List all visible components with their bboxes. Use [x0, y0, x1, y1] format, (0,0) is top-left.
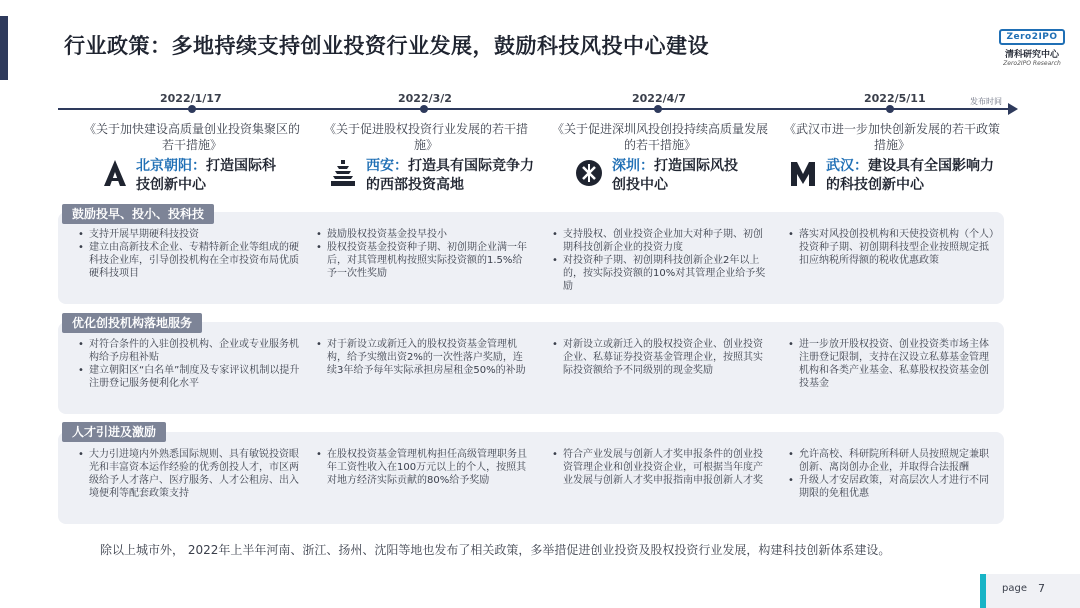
- page-badge: [980, 574, 1080, 608]
- page-title: 行业政策：多地持续支持创业投资行业发展，鼓励科技风投中心建设: [64, 34, 709, 58]
- policy-cell-3-3: [552, 448, 768, 487]
- list-item: • 建立朝阳区“白名单”制度及专家评议机制以提升注册登记服务便利化水平: [78, 364, 300, 390]
- policy-cell-1-3: [552, 228, 768, 293]
- timeline-dot-4: [886, 105, 894, 113]
- list-item: • 允许高校、科研院所科研人员按照规定兼职创新、离岗创办企业，并取得合法报酬: [788, 448, 998, 474]
- city-goal-2: 打造具有国际竞争力的西部投资高地: [366, 158, 534, 193]
- city-goal-3: 打造国际风投创投中心: [612, 158, 738, 193]
- list-item: • 对符合条件的入驻创投机构、企业或专业服务机构给予房租补贴: [78, 338, 300, 364]
- list-item: • 进一步放开股权投资、创业投资类市场主体注册登记限制，支持在汉设立私募基金管理机构和各类产业基金、私募股权投资基金创投基金: [788, 338, 998, 390]
- policy-cell-1-2: [316, 228, 530, 280]
- policy-cell-2-4: [788, 338, 998, 390]
- company-logo: [998, 24, 1066, 68]
- policy-name-1: 《关于加快建设高质量创业投资集聚区的若干措施》: [83, 122, 300, 152]
- list-item: • 支持股权、创业投资企业加大对种子期、初创期科技创新企业的投资力度: [552, 228, 768, 254]
- list-item: • 对投资种子期、初创期科技创新企业2年以上的，按实际投资额的10%对其管理企业给予奖励: [552, 254, 768, 293]
- page-label: page: [1002, 583, 1027, 594]
- city-name-3: 深圳：: [612, 158, 654, 174]
- wuhan-metro-icon: [788, 158, 818, 188]
- list-item: • 在股权投资基金管理机构担任高级管理职务且年工资性收入在100万元以上的个人，按照其对地方经济实际贡献的80%给予奖励: [316, 448, 530, 487]
- list-item: • 支持开展早期硬科技投资: [78, 228, 300, 241]
- list-item: • 落实对风投创投机构和天使投资机构（个人）投资种子期、初创期科技型企业按照规定抵扣应纳税所得额的税收优惠政策: [788, 228, 998, 267]
- city-headline-2: [366, 157, 541, 195]
- policy-cell-3-4: [788, 448, 998, 500]
- policy-cell-2-2: [316, 338, 530, 377]
- policy-cell-2-3: [552, 338, 768, 377]
- policy-cell-1-4: [788, 228, 998, 267]
- list-item: • 建立由高新技术企业、专精特新企业等组成的硬科技企业库，引导创投机构在全市投资布局优质硬科技项目: [78, 241, 300, 280]
- timeline-dot-1: [188, 105, 196, 113]
- timeline-axis: [58, 108, 1010, 110]
- policy-cell-1-1: [78, 228, 300, 280]
- timeline-date-4: 2022/5/11: [864, 92, 926, 105]
- timeline-arrow-icon: [1008, 103, 1018, 115]
- beijing-icon: [100, 158, 130, 188]
- section-tag-1: 鼓励投早、投小、投科技: [62, 204, 214, 224]
- xian-pagoda-icon: [328, 158, 358, 188]
- list-item: • 对新设立或新迁入的股权投资企业、创业投资企业、私募证券投资基金管理企业，按照其实际投资额给予不同级别的现金奖励: [552, 338, 768, 377]
- policy-name-3: 《关于促进深圳风投创投持续高质量发展的若干措施》: [551, 122, 768, 152]
- city-headline-4: [826, 157, 1006, 195]
- timeline-date-3: 2022/4/7: [632, 92, 686, 105]
- list-item: • 大力引进境内外熟悉国际规则、具有敏锐投资眼光和丰富资本运作经验的优秀创投人才，市区两级给予人才落户、医疗服务、人才公租房、出入境便利等配套政策支持: [78, 448, 300, 500]
- city-name-2: 西安：: [366, 158, 408, 174]
- city-name-1: 北京朝阳：: [136, 158, 206, 174]
- timeline-date-2: 2022/3/2: [398, 92, 452, 105]
- city-goal-4: 建设具有全国影响力的科技创新中心: [826, 158, 994, 193]
- list-item: • 对于新设立或新迁入的股权投资基金管理机构，给予实缴出资2%的一次性落户奖励，连续3年给予每年实际承担房屋租金50%的补助: [316, 338, 530, 377]
- policy-cell-3-1: [78, 448, 300, 500]
- policy-name-4: 《武汉市进一步加快创新发展的若干政策措施》: [783, 122, 1000, 152]
- shenzhen-metro-icon: [574, 158, 604, 188]
- city-name-4: 武汉：: [826, 158, 868, 174]
- policy-cell-3-2: [316, 448, 530, 487]
- section-tag-3: 人才引进及激励: [62, 422, 166, 442]
- list-item: • 符合产业发展与创新人才奖申报条件的创业投资管理企业和创业投资企业，可根据当年度产业发展与创新人才奖申报指南申报创新人才奖: [552, 448, 768, 487]
- city-goal-1: 打造国际科技创新中心: [136, 158, 276, 193]
- city-headline-1: [136, 157, 286, 195]
- logo-name-cn: 清科研究中心: [1004, 50, 1059, 60]
- logo-mark: Zero2IPO: [999, 29, 1064, 45]
- section-tag-2: 优化创投机构落地服务: [62, 313, 202, 333]
- timeline-dot-2: [420, 105, 428, 113]
- timeline-axis-label: 发布时间: [970, 97, 1002, 106]
- logo-name-en: Zero2IPO Research: [1003, 60, 1061, 67]
- footer-note: 除以上城市外， 2022年上半年河南、浙江、扬州、沈阳等地也发布了相关政策，多举措促进创业投资及股权投资行业发展，构建科技创新体系建设。: [100, 543, 891, 557]
- policy-cell-2-1: [78, 338, 300, 390]
- city-headline-3: [612, 157, 742, 195]
- timeline-date-1: 2022/1/17: [160, 92, 222, 105]
- title-accent-bar: [0, 16, 8, 80]
- list-item: • 鼓励股权投资基金投早投小: [316, 228, 530, 241]
- timeline-dot-3: [654, 105, 662, 113]
- policy-name-2: 《关于促进股权投资行业发展的若干措施》: [323, 122, 528, 152]
- list-item: • 升级人才安居政策，对高层次人才进行不同期限的免租优惠: [788, 474, 998, 500]
- page-number: 7: [1038, 582, 1045, 595]
- list-item: • 股权投资基金投资种子期、初创期企业满一年后，对其管理机构按照实际投资额的1.5%给予一次性奖励: [316, 241, 530, 280]
- page-badge-accent: [980, 574, 986, 608]
